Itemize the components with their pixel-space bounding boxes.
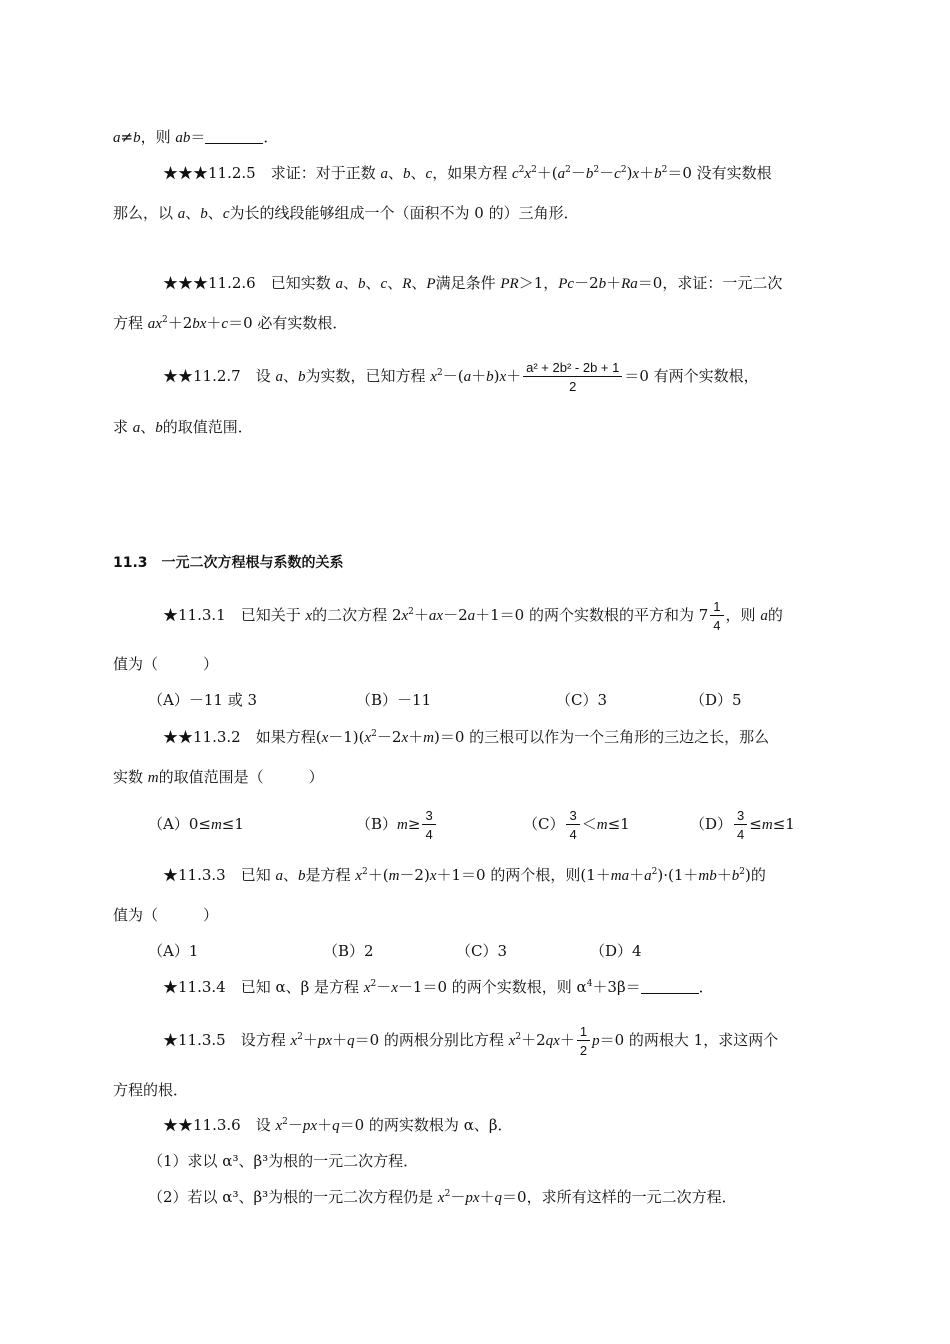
problem-11-2-7-line2: 求 a、b的取值范围． — [113, 418, 253, 436]
problem-11-3-3-line2: 值为（ ） — [113, 906, 219, 924]
option-d[interactable]: （D） $\frac{3}{4}$ ≤m≤1 — [690, 808, 795, 842]
problem-11-2-5-line2: 那么，以 a、b、c为长的线段能够组成一个（面积不为 0 的）三角形． — [113, 204, 579, 222]
option-c[interactable]: （C）3 — [556, 691, 608, 709]
fraction: $\frac{3}{4}$ — [422, 808, 435, 842]
sub-question-1: （1）求以 α³、β³为根的一元二次方程． — [148, 1152, 419, 1170]
option-a[interactable]: （A）－11 或 3 — [148, 691, 257, 709]
fraction: $\frac{1}{2}$ — [577, 1024, 590, 1058]
answer-blank[interactable] — [205, 129, 263, 144]
option-b[interactable]: （B）2 — [323, 942, 374, 960]
problem-11-3-1-line2: 值为（ ） — [113, 655, 219, 673]
problem-11-2-6-line2: 方程 $ax^2+2bx+c=0$ 必有实数根． — [113, 314, 348, 332]
problem-11-3-5-line2: 方程的根． — [113, 1081, 189, 1099]
problem-11-2-6: ★★★11.2.6 已知实数 a、b、c、R、P满足条件 PR＞1，Pc－2b＋Ra＝0，求证：一元二次 — [163, 274, 783, 292]
problem-11-2-5: ★★★11.2.5 求证：对于正数 a、b、c，如果方程 $c^2x^2+(a^2-b^2-c^2)x+b^2=0$ 没有实数根 — [163, 164, 772, 182]
option-d[interactable]: （D）5 — [690, 691, 742, 709]
problem-11-3-1: ★11.3.1 已知关于 x的二次方程 $2x^2+ax-2a+1=0$ 的两个实数根的平方和为 7 $\frac{1}{4}$ ，则 a的 — [163, 599, 783, 633]
fraction: $\frac{\text{a² + 2b² - 2b + 1}}{2}$ — [523, 360, 622, 394]
answer-blank[interactable] — [641, 979, 699, 994]
sub-question-2: （2）若以 α³、β³为根的一元二次方程仍是 $x^2-px+q=0$，求所有这样的一元二次方程． — [148, 1188, 737, 1206]
option-c[interactable]: （C） $\frac{3}{4}$ ＜m≤1 — [523, 808, 630, 842]
problem-11-3-2: ★★11.3.2 如果方程$(x-1)(x^2-2x+m)=0$ 的三根可以作为一个三角形的三边之长，那么 — [163, 728, 770, 746]
problem-11-3-4: ★11.3.4 已知 α、β 是方程 $x^2-x-1=0$ 的两个实数根，则 $\alpha^4+3\beta=$ ． — [163, 978, 714, 996]
option-d[interactable]: （D）4 — [590, 942, 642, 960]
option-a[interactable]: （A）1 — [148, 942, 199, 960]
fraction: $\frac{1}{4}$ — [710, 599, 723, 633]
option-c[interactable]: （C）3 — [456, 942, 508, 960]
problem-11-3-5: ★11.3.5 设方程 $x^2+px+q=0$ 的两根分别比方程 $x^2+2qx+$ $\frac{1}{2}$ p＝0 的两根大 1，求这两个 — [163, 1024, 779, 1058]
option-a[interactable]: （A）0≤m≤1 — [148, 815, 244, 833]
section-heading: 11.3 一元二次方程根与系数的关系 — [113, 555, 344, 571]
fraction: $\frac{3}{4}$ — [566, 808, 579, 842]
fraction: $\frac{3}{4}$ — [734, 808, 747, 842]
problem-11-2-7: ★★11.2.7 设 a、b为实数，已知方程 $x^2-(a+b)x+$ $\frac{\text{a² + 2b² - 2b + 1}}{2}$ ＝0 有两个实数根， — [163, 360, 759, 394]
problem-11-3-6: ★★11.3.6 设 $x^2-px+q=0$ 的两实数根为 α、β． — [163, 1116, 513, 1134]
problem-11-3-3: ★11.3.3 已知 a、b是方程 $x^2+(m-2)x+1=0$ 的两个根，则$(1+ma+a^2)\cdot(1+mb+b^2)$的 — [163, 866, 766, 884]
intro-line: a≠b，则 ab＝ ． — [113, 128, 279, 146]
option-b[interactable]: （B）－11 — [356, 691, 432, 709]
option-b[interactable]: （B）m≥ $\frac{3}{4}$ — [356, 803, 438, 846]
problem-11-3-2-line2: 实数 m的取值范围是（ ） — [113, 768, 324, 786]
